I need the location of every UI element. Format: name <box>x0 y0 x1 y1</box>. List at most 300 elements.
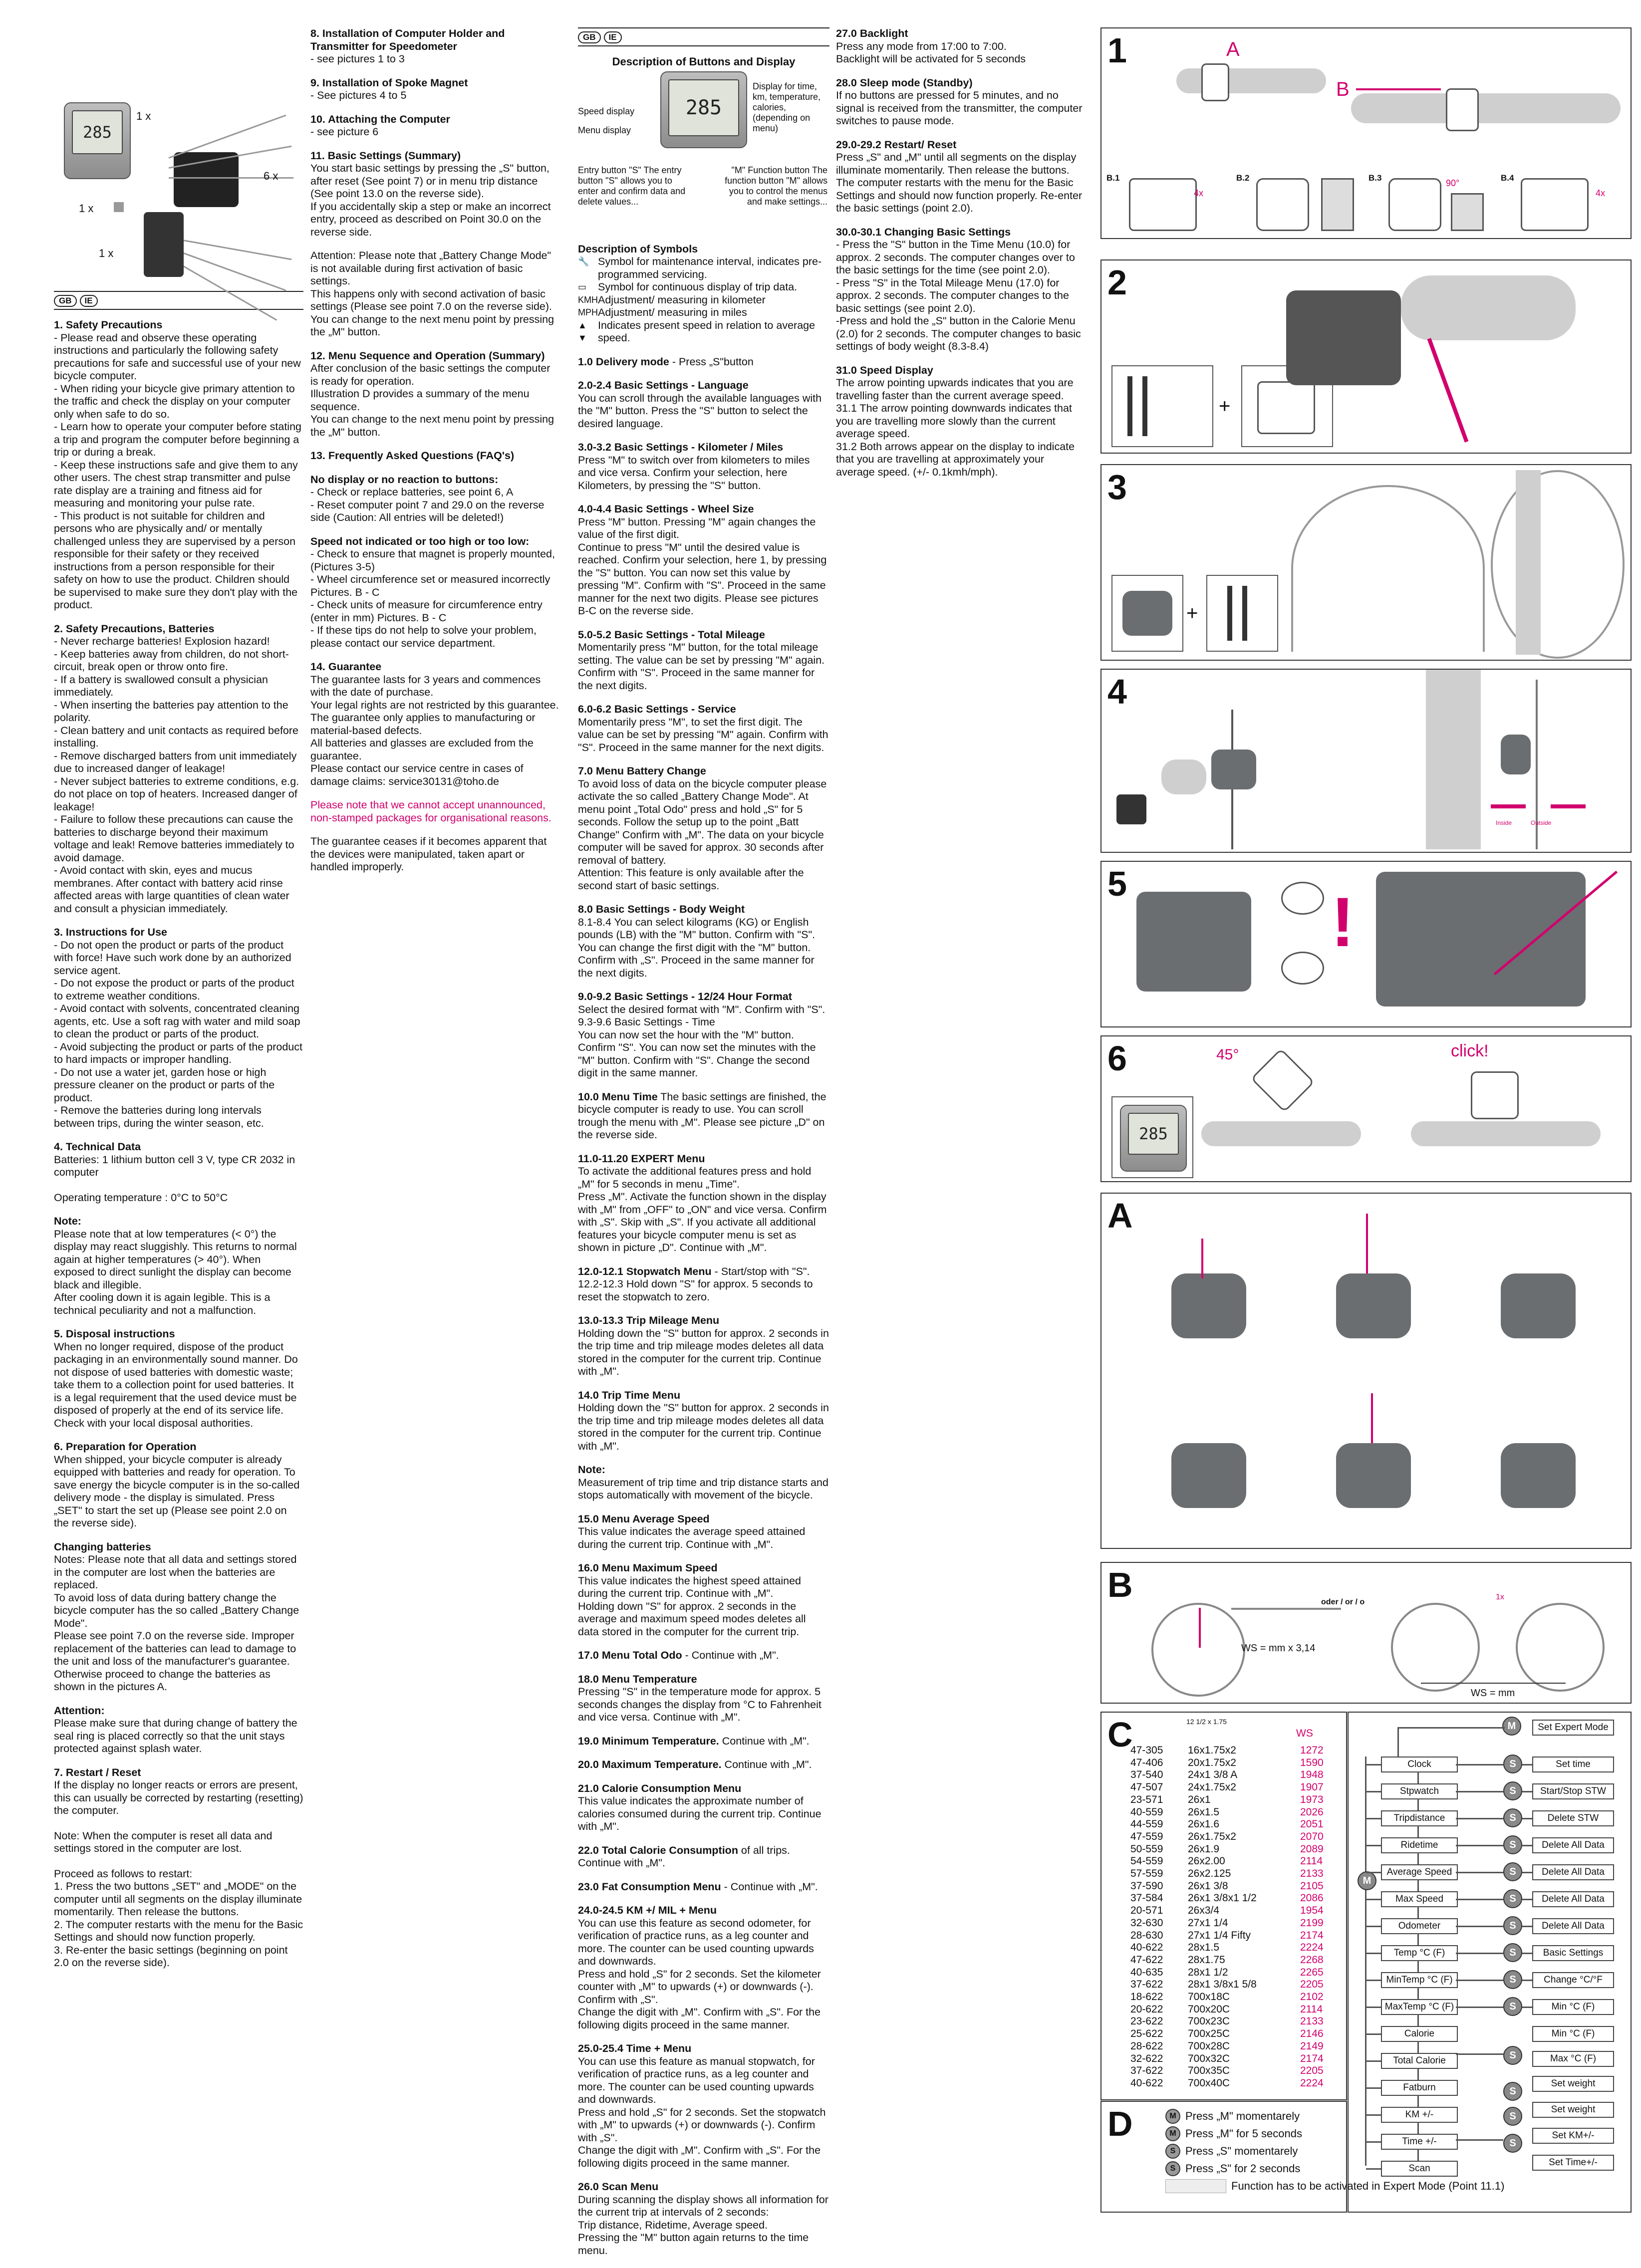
section-heading: 8.0 Basic Settings - Body Weight <box>578 903 745 915</box>
connector <box>1456 1872 1503 1873</box>
symbol-row <box>578 332 829 345</box>
connector <box>1366 1845 1381 1846</box>
connector <box>1417 1852 1419 1864</box>
connector <box>1456 1818 1503 1819</box>
section <box>578 991 829 1080</box>
section-line: - Avoid contact with skin, eyes and mucus membranes. After contact with battery acid rinse affected areas with large quantities of clean water and consult a physician immediately. <box>54 864 292 915</box>
connector <box>1456 2007 1503 2008</box>
section-line: After cooling down it is again legible. This is a technical peculiarity and not a malfunction. <box>54 1291 274 1316</box>
tyre-size-cell: 20x1.75x2 <box>1188 1757 1236 1768</box>
flag-gb: GB <box>578 31 601 43</box>
section <box>578 1513 829 1551</box>
ws-value-cell: 2205 <box>1300 1979 1324 1991</box>
connector <box>1522 1845 1532 1846</box>
tyre-size-cell: 700x32C <box>1188 2052 1230 2064</box>
section-line: Press „M". Activate the function shown in the display with „M" from „OFF" to „ON" and vice versa. Confirm with „S". Skip with „S". If you activate all additional features your bicycle computer menu is set as shown in picture „D". Continue with „M". <box>578 1191 830 1254</box>
section-heading: 1. Safety Precautions <box>54 319 163 331</box>
section-line: You can scroll through the available languages with the "M" button. Press the "S" button to select the desired language. <box>578 392 825 430</box>
menu-action: Delete STW <box>1532 1810 1614 1826</box>
menu-action: Min °C (F) <box>1532 1999 1614 2015</box>
section-line: - Learn how to operate your computer before stating a trip and program the computer before beginning a trip or during a break. <box>54 421 304 458</box>
section <box>310 27 560 66</box>
symbol-icon: KMH <box>578 294 598 305</box>
figure-6-number: 6 <box>1107 1039 1127 1078</box>
section <box>836 139 1086 215</box>
section-heading: Note: <box>54 1215 81 1227</box>
tyre-size-cell: 700x20C <box>1188 2003 1230 2015</box>
fork <box>1516 470 1541 655</box>
section-heading: 22.0 Total Calorie Consumption <box>578 1844 738 1856</box>
tyre-size-cell: 26x1.75x2 <box>1188 1830 1236 1842</box>
menu-legend <box>1165 2107 1504 2195</box>
etrto-cell: 20-622 <box>1130 2003 1163 2015</box>
s-node: S <box>1503 1997 1522 2016</box>
symbols-section <box>578 243 829 345</box>
legend-text: Press „S" momentarely <box>1185 2145 1298 2157</box>
connector <box>1522 1953 1532 1954</box>
section-line: To avoid loss of data during battery change the bicycle computer has the so called „Battery Change Mode". <box>54 1591 302 1629</box>
connector <box>1522 1899 1532 1900</box>
section <box>310 799 560 824</box>
ws-header: WS <box>1296 1728 1313 1739</box>
section-heading: 18.0 Menu Temperature <box>578 1673 697 1685</box>
etrto-cell: 47-622 <box>1130 1954 1163 1966</box>
connector <box>1417 2014 1419 2026</box>
symbol-text: Adjustment/ measuring in kilometer <box>598 293 766 306</box>
connector <box>1456 1953 1503 1954</box>
flag-ie: IE <box>604 31 622 43</box>
section-line: You can use this feature as manual stopwatch, for verification of practice runs, as a leg counter and more. The counter can be used counting upwards and downwards. <box>578 2055 818 2105</box>
connector <box>1417 2068 1419 2080</box>
menu-item: Temp °C (F) <box>1381 1945 1458 1961</box>
step-b3: B.3 <box>1368 173 1382 183</box>
s-node: S <box>1503 2107 1522 2126</box>
section <box>578 1265 829 1304</box>
section-line: Batteries: 1 lithium button cell 3 V, type CR 2032 in computer <box>54 1153 298 1178</box>
angle-label-3: 4x <box>1596 188 1606 198</box>
section-line: To activate the additional features press and hold „M" for 5 seconds in menu „Time". <box>578 1165 815 1190</box>
step-b4: B.4 <box>1501 173 1514 183</box>
section-line: Proceed as follows to restart: <box>54 1867 193 1880</box>
connector <box>1522 1791 1532 1792</box>
symbol-icon: MPH <box>578 307 598 317</box>
etrto-cell: 28-630 <box>1130 1929 1163 1941</box>
section <box>578 1904 829 2031</box>
etrto-cell: 47-305 <box>1130 1745 1163 1756</box>
section <box>836 226 1086 353</box>
connector <box>1456 1899 1503 1900</box>
col4-sections <box>836 27 1086 479</box>
section-line: You can use this feature as second odometer, for verification of practice runs, as a leg counter and more. The counter can be used counting upwards and downwards. <box>578 1917 817 1967</box>
section-line <box>54 1179 303 1192</box>
section-line: Otherwise proceed to change the batteries as shown in the pictures A. <box>54 1668 274 1693</box>
legend-text: Press „M" for 5 seconds <box>1185 2127 1302 2140</box>
label-time-display: Display for time, km, temperature, calories, (depending on menu) <box>753 81 821 133</box>
step-b1: B.1 <box>1106 173 1120 183</box>
section-line: - Never recharge batteries! Explosion hazard! <box>54 635 270 647</box>
column-4 <box>836 27 1086 490</box>
etrto-cell: 37-622 <box>1130 2065 1163 2077</box>
section <box>578 1389 832 1453</box>
section-line: Measurement of trip time and trip distance starts and stops automatically with movement of the bicycle. <box>578 1476 831 1501</box>
ws-value-cell: 2105 <box>1300 1880 1324 1892</box>
section-line: You can change to the next menu point by pressing the „M" button. <box>310 413 557 438</box>
fork-4 <box>1426 670 1481 849</box>
s-node: S <box>1503 1970 1522 1989</box>
col3-sections <box>578 355 832 2258</box>
wheel-3 <box>1516 1603 1605 1692</box>
s-node: S <box>1503 2134 1522 2153</box>
symbol-row <box>578 281 829 294</box>
tyre-size-cell: 24x1 3/8 A <box>1188 1769 1238 1781</box>
package-contents <box>54 27 303 287</box>
label-function-button: "M" Function button The function button "M" allows you to control the menus and make settings... <box>725 165 827 207</box>
section <box>578 2181 829 2257</box>
section-line: Please make sure that during change of battery the seal ring is placed correctly so that the unit stays protected against splash water. <box>54 1717 300 1755</box>
menu-action: Set Time+/- <box>1532 2155 1614 2171</box>
label-menu-display: Menu display <box>578 125 631 135</box>
section-line: 8.1-8.4 You can select kilograms (KG) or English pounds (LB) with the "M" button. Confirm with "S". You can change the first digit with the "M" button. Confirm with „S". Proceed in the same manner for the next digits. <box>578 916 818 979</box>
section-heading: 10.0 Menu Time <box>578 1090 658 1103</box>
ws-value-cell: 1948 <box>1300 1769 1324 1781</box>
connector <box>1366 1899 1381 1900</box>
diagram-display: 285 <box>668 79 739 136</box>
connector <box>1366 2087 1381 2089</box>
section-line: - see picture 6 <box>310 126 379 138</box>
action-set-expert-mode: Set Expert Mode <box>1532 1720 1614 1736</box>
section-line: Backlight will be activated for 5 seconds <box>836 53 1026 65</box>
section-line: This value indicates the approximate number of calories consumed during the current trip. Continue with „M". <box>578 1795 824 1832</box>
section-line: Press any mode from 17:00 to 7:00. <box>836 40 1007 52</box>
menu-item: Max Speed <box>1381 1891 1458 1907</box>
col1-sections <box>54 319 306 1970</box>
section-heading: 12.0-12.1 Stopwatch Menu <box>578 1265 712 1277</box>
tyre-size-cell: 26x3/4 <box>1188 1905 1220 1917</box>
etrto-cell: 23-622 <box>1130 2016 1163 2027</box>
section-line: - see pictures 1 to 3 <box>310 53 405 65</box>
fig6-display: 285 <box>1128 1113 1179 1155</box>
tyre-size-cell: 26x1 3/8 <box>1188 1880 1228 1892</box>
section <box>54 1766 306 1970</box>
section-line <box>54 1855 303 1868</box>
symbol-text: Indicates present speed in relation to average <box>598 319 816 331</box>
connector <box>1417 2041 1419 2053</box>
section-line: This value indicates the average speed attained during the current trip. Continue with „M". <box>578 1525 809 1550</box>
connector <box>1522 2007 1532 2008</box>
figure-3: 3 + <box>1100 464 1632 661</box>
angle-label-1: 4x <box>1194 188 1204 198</box>
ws-value-cell: 2174 <box>1300 2052 1324 2064</box>
button-icon: S <box>1165 2161 1180 2176</box>
etrto-cell: 40-559 <box>1130 1806 1163 1818</box>
section <box>578 1314 832 1378</box>
section <box>310 113 560 139</box>
angle-45: 45° <box>1216 1046 1239 1063</box>
section-line: - When riding your bicycle give primary attention to the traffic and check the display on your computer only when safe to do so. <box>54 382 298 420</box>
column-3 <box>578 27 832 2268</box>
ws-value-cell: 2265 <box>1300 1966 1324 1978</box>
section-line: - Wheel circumference set or measured incorrectly Pictures. B - C <box>310 573 553 598</box>
section-line: - Never subject batteries to extreme conditions, e.g. do not place on top of heaters. Increased danger of leakage! <box>54 775 302 813</box>
legend-row <box>1165 2125 1504 2142</box>
figure-4 <box>1100 669 1632 853</box>
symbols-list <box>578 255 829 345</box>
section <box>578 441 829 492</box>
figure-a <box>1100 1193 1632 1549</box>
section-line: - Do not open the product or parts of the product with force! Have such work done by an authorized service agent. <box>54 939 294 977</box>
tyre-label: 12 1/2 x 1.75 <box>1186 1718 1227 1726</box>
section-line: You can now set the hour with the "M" button. Confirm "S". You can now set the minutes with the "M" button. Confirm with "S". Change the second digit in the same manner. <box>578 1028 819 1079</box>
section-heading: 26.0 Scan Menu <box>578 2181 659 2193</box>
section-heading: 19.0 Minimum Temperature. <box>578 1735 719 1747</box>
figure-b <box>1100 1562 1632 1704</box>
etrto-cell: 20-571 <box>1130 1905 1163 1917</box>
etrto-cell: 28-622 <box>1130 2040 1163 2052</box>
section-line: - Clean battery and unit contacts as required before installing. <box>54 724 301 749</box>
wheel-spokes <box>1491 470 1625 659</box>
section-line: 9.3-9.6 Basic Settings - Time <box>578 1016 715 1028</box>
menu-item: Tripdistance <box>1381 1810 1458 1826</box>
column-2 <box>310 27 560 885</box>
section <box>54 623 303 916</box>
button-icon <box>1165 2179 1226 2193</box>
qty-computer: 1 x <box>136 110 151 122</box>
figure-d-number: D <box>1107 2104 1133 2143</box>
section <box>578 1091 829 1142</box>
connector <box>1417 1879 1419 1891</box>
menu-action: Start/Stop STW <box>1532 1783 1614 1799</box>
s-node: S <box>1503 1916 1522 1935</box>
section-line: Attention: Please note that „Battery Change Mode" is not available during first activation of basic settings. <box>310 250 554 287</box>
section-heading: 2. Safety Precautions, Batteries <box>54 622 215 635</box>
section-line: Attention: This feature is only available after the second start of basic settings. <box>578 867 807 892</box>
symbol-icon: ▭ <box>578 282 587 292</box>
etrto-cell: 47-406 <box>1130 1757 1163 1768</box>
section-heading: 16.0 Menu Maximum Speed <box>578 1562 718 1574</box>
connector <box>1522 1818 1532 1819</box>
connector <box>1366 1980 1381 1981</box>
col2-sections <box>310 27 560 874</box>
section-line: 3. Re-enter the basic settings (beginning on point 2.0 on the reverse side). <box>54 1944 291 1969</box>
section-line: Operating temperature : 0°C to 50°C <box>54 1191 228 1204</box>
etrto-cell: 32-622 <box>1130 2052 1163 2064</box>
section-line: Note: When the computer is reset all data and settings stored in the computer are lost. <box>54 1829 275 1854</box>
figure-2: 2 + <box>1100 259 1632 454</box>
computer-unit-diagram <box>660 71 747 148</box>
s-node: S <box>1503 1835 1522 1854</box>
legend-text: Press „M" momentarely <box>1185 2110 1300 2122</box>
section-heading: 13.0-13.3 Trip Mileage Menu <box>578 1314 720 1326</box>
ws-value-cell: 1590 <box>1300 1757 1324 1768</box>
section-line: - This product is not suitable for children and persons who are physically and/ or mentally challenged unless they are supervised by a person responsible for their safety or they received instructions from a person responsible for their safety on how to use the product. Children should be supervised to make sure they don't play with the product. <box>54 509 301 611</box>
figure-5-number: 5 <box>1107 864 1127 903</box>
connector <box>1417 1987 1419 1999</box>
section-line: 31.2 Both arrows appear on the display to indicate that you are travelling at approximately your average speed. (+/- 0.1kmh/mph). <box>836 440 1078 478</box>
buttons-diagram <box>578 71 829 236</box>
etrto-cell: 32-630 <box>1130 1917 1163 1929</box>
button-icon: M <box>1165 2126 1180 2141</box>
section-heading: 23.0 Fat Consumption Menu <box>578 1880 721 1893</box>
section <box>836 27 1086 66</box>
section-line: After conclusion of the basic settings the computer is ready for operation. <box>310 362 553 387</box>
holder-a <box>1201 63 1229 101</box>
menu-item: Total Calorie <box>1381 2053 1458 2069</box>
etrto-cell: 37-584 <box>1130 1892 1163 1904</box>
section-heading: 5.0-5.2 Basic Settings - Total Mileage <box>578 628 765 641</box>
section <box>54 1441 303 1530</box>
tyre-size-cell: 26x1.6 <box>1188 1818 1220 1830</box>
angle-label-2: 90° <box>1446 178 1460 188</box>
connector <box>1366 2007 1381 2008</box>
section-line: Illustration D provides a summary of the menu sequence. <box>310 388 533 413</box>
menu-item: Calorie <box>1381 2026 1458 2042</box>
holder-mount <box>1286 290 1401 385</box>
section <box>578 2042 829 2170</box>
section <box>54 1141 303 1204</box>
section-heading: 11.0-11.20 EXPERT Menu <box>578 1152 705 1165</box>
section-line: To avoid loss of data on the bicycle computer please activate the so called „Battery Change Mode". At menu point „Total Odo" press and hold „S" for 5 seconds. Follow the setup up to the point „Batt Change" Confirm with „M". The data on your bicycle computer will be saved for approx. 30 seconds after removal of battery. <box>578 777 830 866</box>
section-line: The guarantee lasts for 3 years and commences with the date of purchase. <box>310 673 544 698</box>
magnet-clip <box>1211 750 1256 789</box>
tyre-size-cell: 700x18C <box>1188 1991 1230 2003</box>
section-line: - Press the "S" button in the Time Menu (10.0) for approx. 2 seconds. The computer changes over to the basic settings for the time (see point 2.0). <box>836 239 1078 276</box>
connector <box>1366 2033 1381 2035</box>
section-heading: 14.0 Trip Time Menu <box>578 1389 681 1401</box>
section-heading: 24.0-24.5 KM +/ MIL + Menu <box>578 1904 717 1916</box>
click-label: click! <box>1451 1041 1489 1060</box>
sensor-5b <box>1376 872 1586 1007</box>
section-heading: 29.0-29.2 Restart/ Reset <box>836 138 957 151</box>
menu-action: Set time <box>1532 1757 1614 1772</box>
ws-value-cell: 2070 <box>1300 1830 1324 1842</box>
section-line: This value indicates the highest speed attained during the current trip. Continue with „M". <box>578 1574 805 1599</box>
m-node: M <box>1358 1871 1376 1890</box>
legend-row <box>1165 2107 1504 2125</box>
section-line: Your legal rights are not restricted by this guarantee. <box>310 699 559 711</box>
section-line: Please see point 7.0 on the reverse side. Improper replacement of the batteries can lead to damage to the unit and loss of the manufacturer's guarantee. <box>54 1630 299 1667</box>
section-line: If the display no longer reacts or errors are present, this can usually be corrected by restarting (resetting) the computer. <box>54 1779 306 1816</box>
section-line: - Check to ensure that magnet is properly mounted, (Pictures 3-5) <box>310 548 558 573</box>
caption-outside: Outside <box>1531 819 1552 826</box>
tyre-size-cell: 28x1 3/8x1 5/8 <box>1188 1979 1257 1991</box>
section-inline-text: The basic settings are finished, the bicycle computer is ready to use. You can scroll trough the menu with „M". Please see picture „D" on the reverse side. <box>578 1090 826 1141</box>
section <box>54 1328 303 1430</box>
section-heading: 1.0 Delivery mode <box>578 355 669 368</box>
connector <box>1522 1926 1532 1927</box>
connector <box>1417 1825 1419 1837</box>
section <box>310 350 560 439</box>
tyre-size-cell: 28x1.5 <box>1188 1942 1220 1954</box>
tyre-size-cell: 27x1 1/4 <box>1188 1917 1228 1929</box>
connector <box>1456 2053 1503 2055</box>
connector <box>1417 2095 1419 2107</box>
section <box>578 1735 829 1748</box>
figure-a-number: A <box>1107 1196 1133 1235</box>
section-line: Notes: Please note that all data and settings stored in the computer are lost when the batteries are replaced. <box>54 1553 300 1591</box>
symbol-row <box>578 255 829 281</box>
tyre-size-cell: 700x25C <box>1188 2028 1230 2040</box>
section-line: Pressing "S" in the temperature mode for approx. 5 seconds changes the display from °C to Fahrenheit and vice versa. Continue with „M". <box>578 1686 824 1723</box>
section-line: The guarantee ceases if it becomes apparent that the devices were manipulated, taken apart or handled improperly. <box>310 835 550 873</box>
figure-3-number: 3 <box>1107 468 1127 506</box>
section <box>54 319 303 612</box>
section-line: - When inserting the batteries pay attention to the polarity. <box>54 699 291 724</box>
section-line: Press „S" and „M" until all segments on the display illuminate momentarily. Then release the buttons. The computer restarts with the menu for the Basic Settings and should now function properly. Re-enter the basic settings (point 2.0). <box>836 151 1086 214</box>
ws-value-cell: 1907 <box>1300 1781 1324 1793</box>
section-inline-text: - Start/stop with "S". <box>711 1265 810 1277</box>
warning-mark: ! <box>1331 883 1355 961</box>
section-heading: 3.0-3.2 Basic Settings - Kilometer / Miles <box>578 441 784 453</box>
section-line: Press and hold „S" for 2 seconds. Set the kilometer counter with „M" to upwards (+) or downwards (-). Confirm with „S". <box>578 1968 824 2006</box>
menu-item: Time +/- <box>1381 2134 1458 2150</box>
s-node: S <box>1503 2046 1522 2065</box>
etrto-cell: 40-635 <box>1130 1966 1163 1978</box>
section-line: - Reset computer point 7 and 29.0 on the reverse side (Caution: All entries will be deleted!) <box>310 499 547 523</box>
section-line: Momentarily press "M", to set the first digit. The value can be set by pressing "M" again. Confirm with "S". Proceed in the same manner for the next digits. <box>578 716 831 754</box>
menu-item: Scan <box>1381 2161 1458 2177</box>
label-a: A <box>1226 38 1240 60</box>
section <box>836 364 1086 479</box>
section <box>578 903 829 980</box>
figure-5 <box>1100 861 1632 1027</box>
section <box>578 1844 829 1870</box>
label-speed-display: Speed display <box>578 106 635 116</box>
section-line: Momentarily press "M" button, for the total mileage setting. The value can be set by pressing "M" again. Confirm with "S". Proceed in the same manner for the next digits. <box>578 641 828 692</box>
section-line: Press "M" button. Pressing "M" again changes the value of the first digit. <box>578 515 819 540</box>
section-heading: 5. Disposal instructions <box>54 1328 175 1340</box>
figure-b-number: B <box>1107 1565 1133 1604</box>
etrto-cell: 44-559 <box>1130 1818 1163 1830</box>
section-line: - Please read and observe these operating instructions and particularly the following safety precautions for safe and successful use of your new bicycle computer. <box>54 331 304 382</box>
ws-value-cell: 1272 <box>1300 1745 1324 1756</box>
section-line: - Keep these instructions safe and give them to any other users. The chest strap transmitter and pulse rate display are a training and fitness aid for measuring and monitoring your pulse rate. <box>54 459 301 509</box>
section-heading: 6. Preparation for Operation <box>54 1441 197 1453</box>
connector <box>1397 1727 1505 1729</box>
s-node: S <box>1503 1862 1522 1881</box>
section-line: - Avoid contact with solvents, concentrated cleaning agents, etc. Use a soft rag with water and mild soap to clean the product or parts of the product. <box>54 1003 303 1040</box>
qty-magnet: 1 x <box>79 202 94 215</box>
language-flags-2 <box>578 27 829 46</box>
etrto-cell: 40-622 <box>1130 1942 1163 1954</box>
etrto-cell: 37-622 <box>1130 1979 1163 1991</box>
section-inline-text: - Press „S"button <box>669 355 754 368</box>
section-inline-text: - Continue with „M". <box>721 1880 818 1893</box>
ws-value-cell: 2224 <box>1300 2077 1324 2089</box>
menu-action: Set weight <box>1532 2076 1614 2092</box>
ws-value-cell: 2086 <box>1300 1892 1324 1904</box>
symbols-title: Description of Symbols <box>578 243 698 255</box>
figure-4-number: 4 <box>1107 672 1127 711</box>
parts-box-2 <box>1111 365 1213 447</box>
tyre-size-cell: 28x1 1/2 <box>1188 1966 1228 1978</box>
connector <box>1366 1764 1381 1765</box>
tyre-size-cell: 24x1.75x2 <box>1188 1781 1236 1793</box>
tyre-size-cell: 700x35C <box>1188 2065 1230 2077</box>
menu-action: Set KM+/- <box>1532 2128 1614 2144</box>
legend-row <box>1165 2177 1504 2195</box>
section <box>578 703 829 754</box>
section-heading: 9.0-9.2 Basic Settings - 12/24 Hour Format <box>578 991 792 1003</box>
connector <box>1456 1926 1503 1927</box>
menu-item: MinTemp °C (F) <box>1381 1972 1458 1988</box>
section-heading: 25.0-25.4 Time + Menu <box>578 2042 692 2054</box>
etrto-cell: 18-622 <box>1130 1991 1163 2003</box>
section-line: Press and hold „S" for 2 seconds. Set the stopwatch with „M" to upwards (+) or downwards (-). Confirm with „S". <box>578 2106 829 2144</box>
menu-item: Odometer <box>1381 1918 1458 1934</box>
symbol-row <box>578 294 829 307</box>
section <box>578 1649 829 1662</box>
symbol-row <box>578 306 829 319</box>
